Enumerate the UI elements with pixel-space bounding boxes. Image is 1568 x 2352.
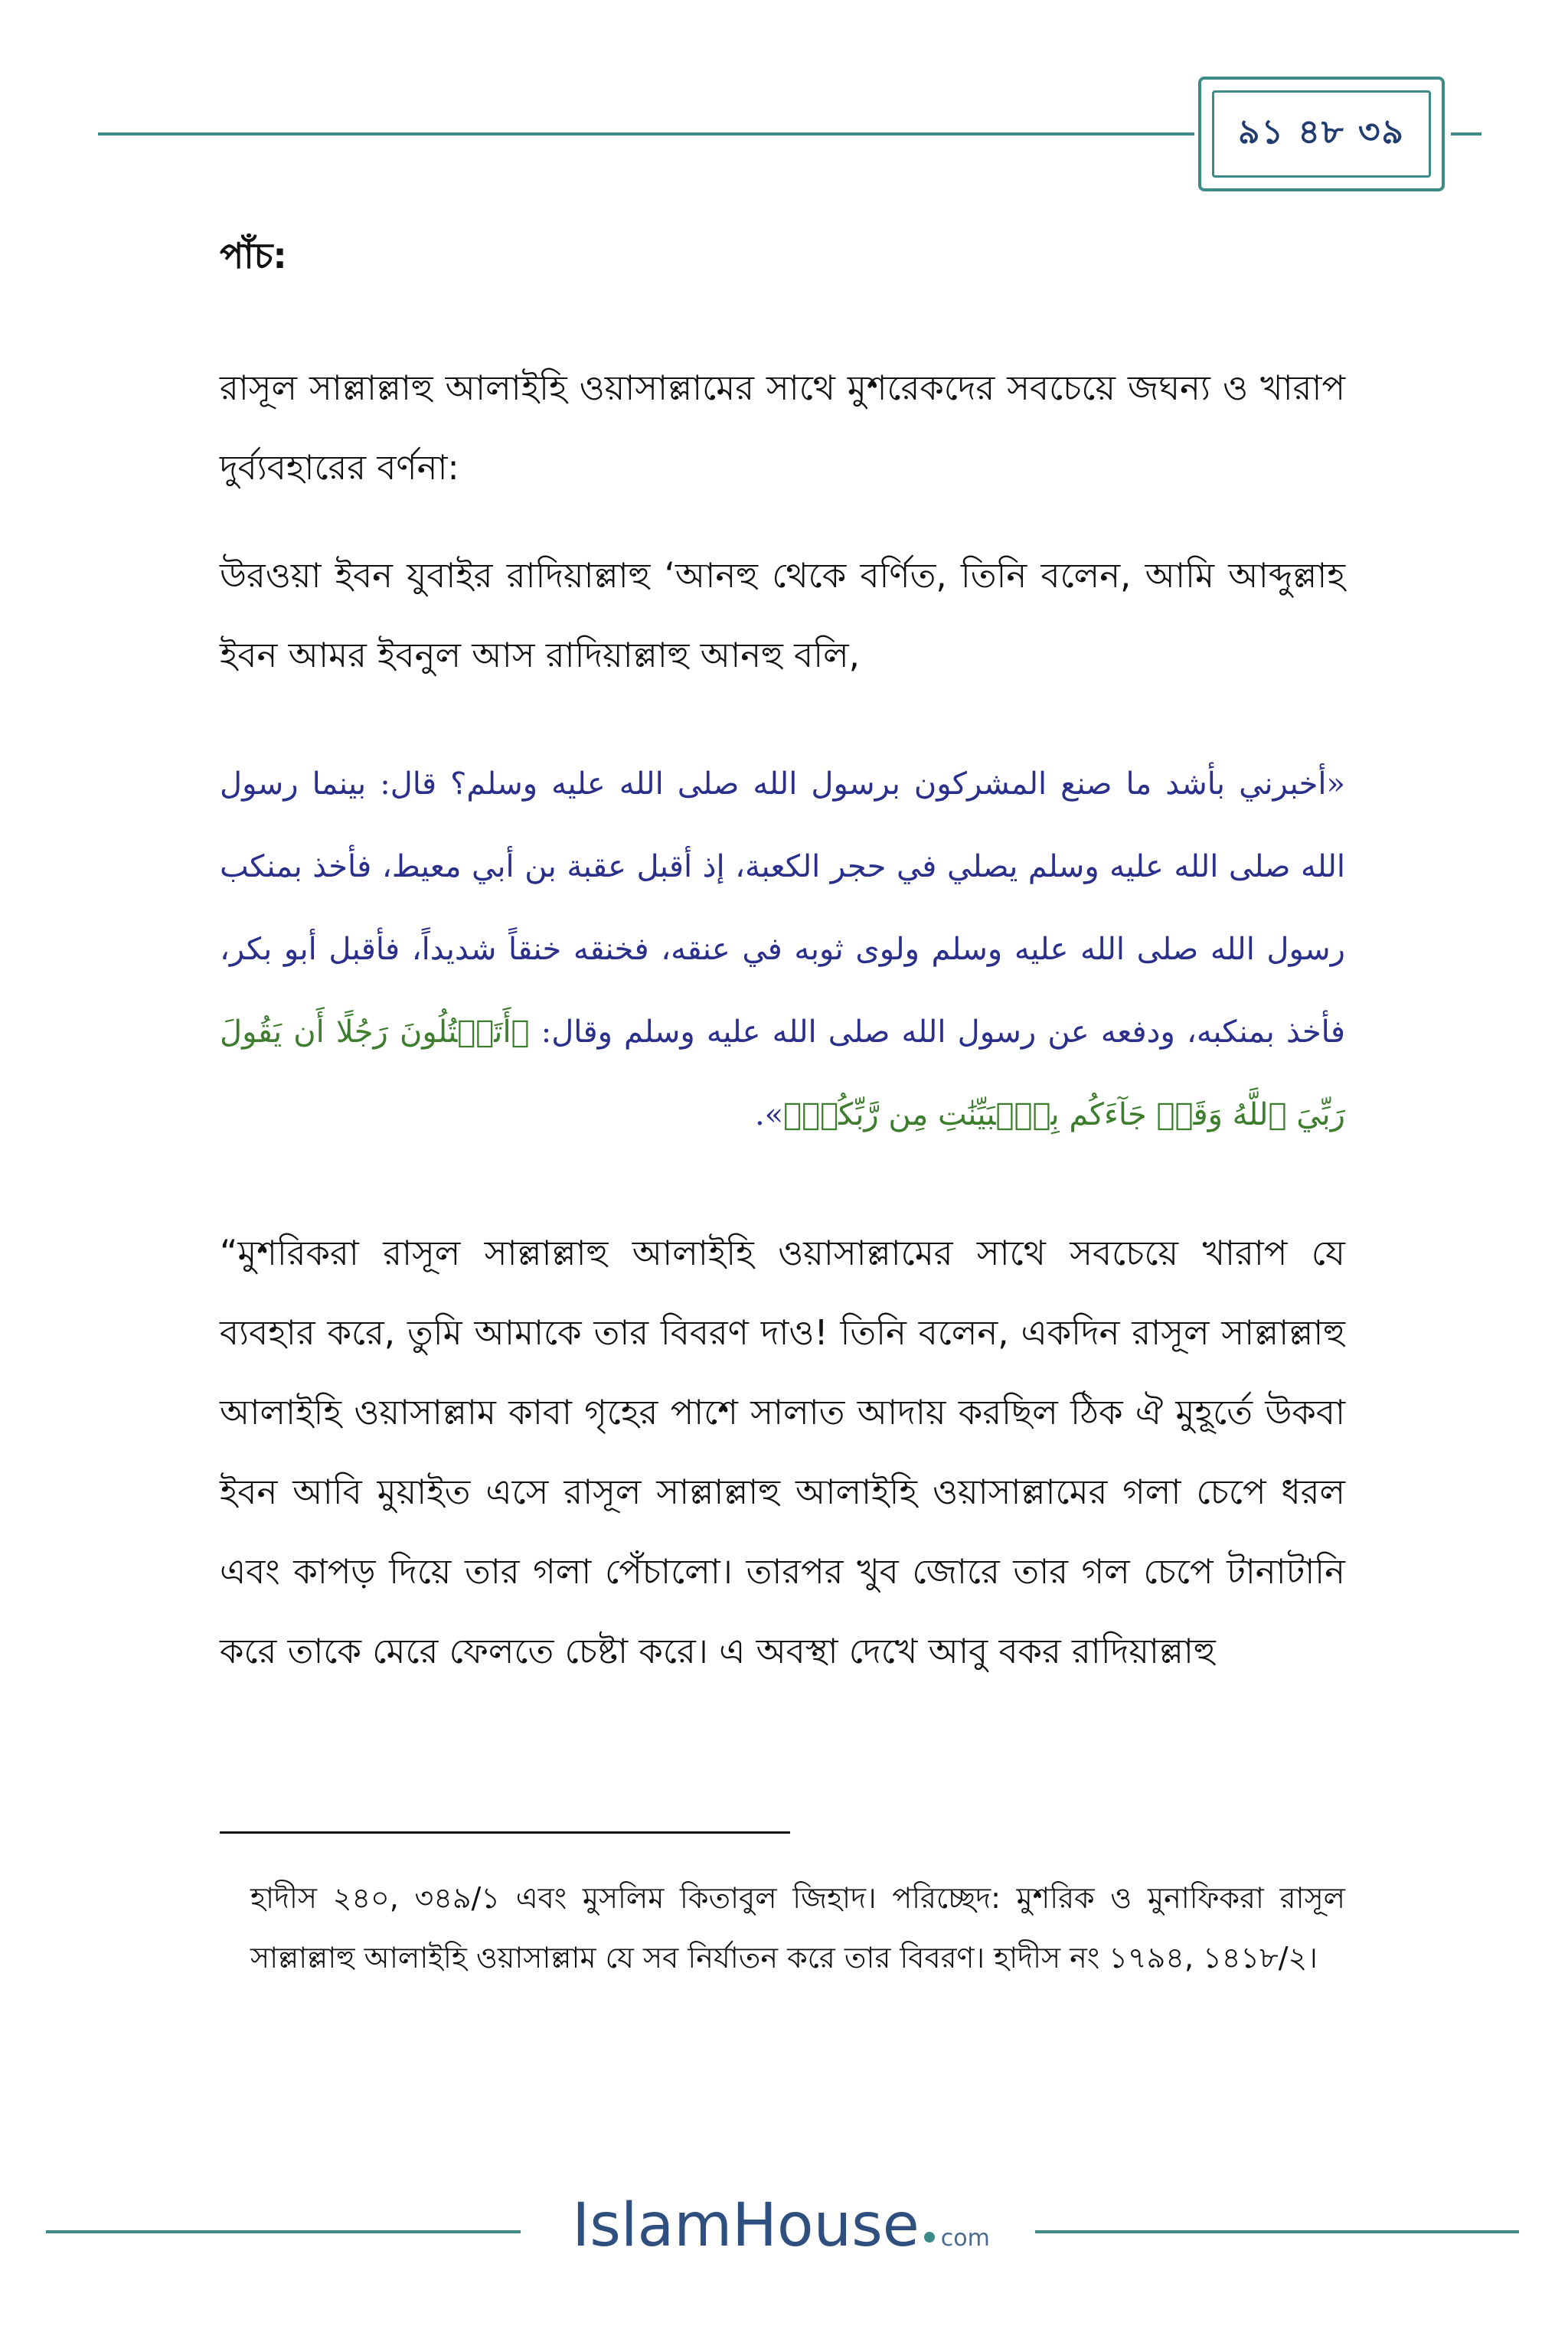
narration-paragraph: উরওয়া ইবন যুবাইর রাদিয়াল্লাহু ‘আনহু থেকে বর্ণিত, তিনি বলেন, আমি আব্দুল্লাহ ইবন আমর ইবনুল আস রাদিয়াল্লাহু আনহু বলি,	[220, 555, 1345, 675]
arabic-hadith-block	[220, 743, 1345, 1156]
header-rule-left	[98, 132, 1194, 136]
intro-paragraph: রাসূল সাল্লাল্লাহু আলাইহি ওয়াসাল্লামের সাথে মুশরেকদের সবচেয়ে জঘন্য ও খারাপ দুর্ব্যবহারের বর্ণনা:	[220, 368, 1345, 488]
arabic-hadith-text: «أخبرني بأشد ما صنع المشركون برسول الله صلى الله عليه وسلم؟ قال: بينما رسول الله صلى الله عليه وسلم يصلي في حجر الكعبة، إذ أقبل عقبة بن أبي معيط، فأخذ بمنكب رسول الله صلى الله عليه وسلم ولوى ثوبه في عنقه، فخنقه خنقاً شديداً، فأقبل أبو بكر، فأخذ بمنكبه، ودفعه عن رسول الله صلى الله عليه وسلم وقال:	[220, 766, 1345, 1050]
footnote-divider	[220, 1831, 790, 1834]
page-number-frame	[1198, 77, 1445, 191]
brand-tld: com	[940, 2225, 990, 2252]
arabic-quran-verse: ﴿أَتَقۡتُلُونَ رَجُلًا أَن يَقُولَ رَبِّيَ ٱللَّهُ وَقَدۡ جَآءَكُم بِٱلۡبَيِّنَٰتِ مِن رَّبِّكُمۡ﴾	[220, 1014, 1345, 1132]
section-heading: পাঁচ:	[220, 235, 287, 276]
footer-rule-right	[1035, 2230, 1519, 2233]
brand-name: IslamHouse	[572, 2191, 920, 2260]
brand-dot-icon	[924, 2232, 935, 2243]
footer-rule-left	[46, 2230, 521, 2233]
footnote-text: হাদীস ২৪০, ৩৪৯/১ এবং মুসলিম কিতাবুল জিহাদ। পরিচ্ছেদ: মুশরিক ও মুনাফিকরা রাসূল সাল্লাল্লাহু আলাইহি ওয়াসাল্লাম যে সব নির্যাতন করে তার বিবরণ। হাদীস নং ১৭৯৪, ১৪১৮/২।	[250, 1881, 1345, 1975]
islamhouse-logo	[536, 2191, 1026, 2268]
header-rule-right	[1451, 132, 1481, 136]
page-number: ৯১ ৪৮ ৩৯	[1212, 90, 1431, 178]
arabic-closing: ».	[754, 1097, 784, 1132]
translation-paragraph: “মুশরিকরা রাসূল সাল্লাল্লাহু আলাইহি ওয়াসাল্লামের সাথে সবচেয়ে খারাপ যে ব্যবহার করে, তুমি আমাকে তার বিবরণ দাও! তিনি বলেন, একদিন রাসূল সাল্লাল্লাহু আলাইহি ওয়াসাল্লাম কাবা গৃহের পাশে সালাত আদায় করছিল ঠিক ঐ মুহূর্তে উকবা ইবন আবি মুয়াইত এসে রাসূল সাল্লাল্লাহু আলাইহি ওয়াসাল্লামের গলা চেপে ধরল এবং কাপড় দিয়ে তার গলা পেঁচালো। তারপর খুব জোরে তার গল চেপে টানাটানি করে তাকে মেরে ফেলতে চেষ্টা করে। এ অবস্থা দেখে আবু বকর রাদিয়াল্লাহু	[220, 1233, 1345, 1671]
